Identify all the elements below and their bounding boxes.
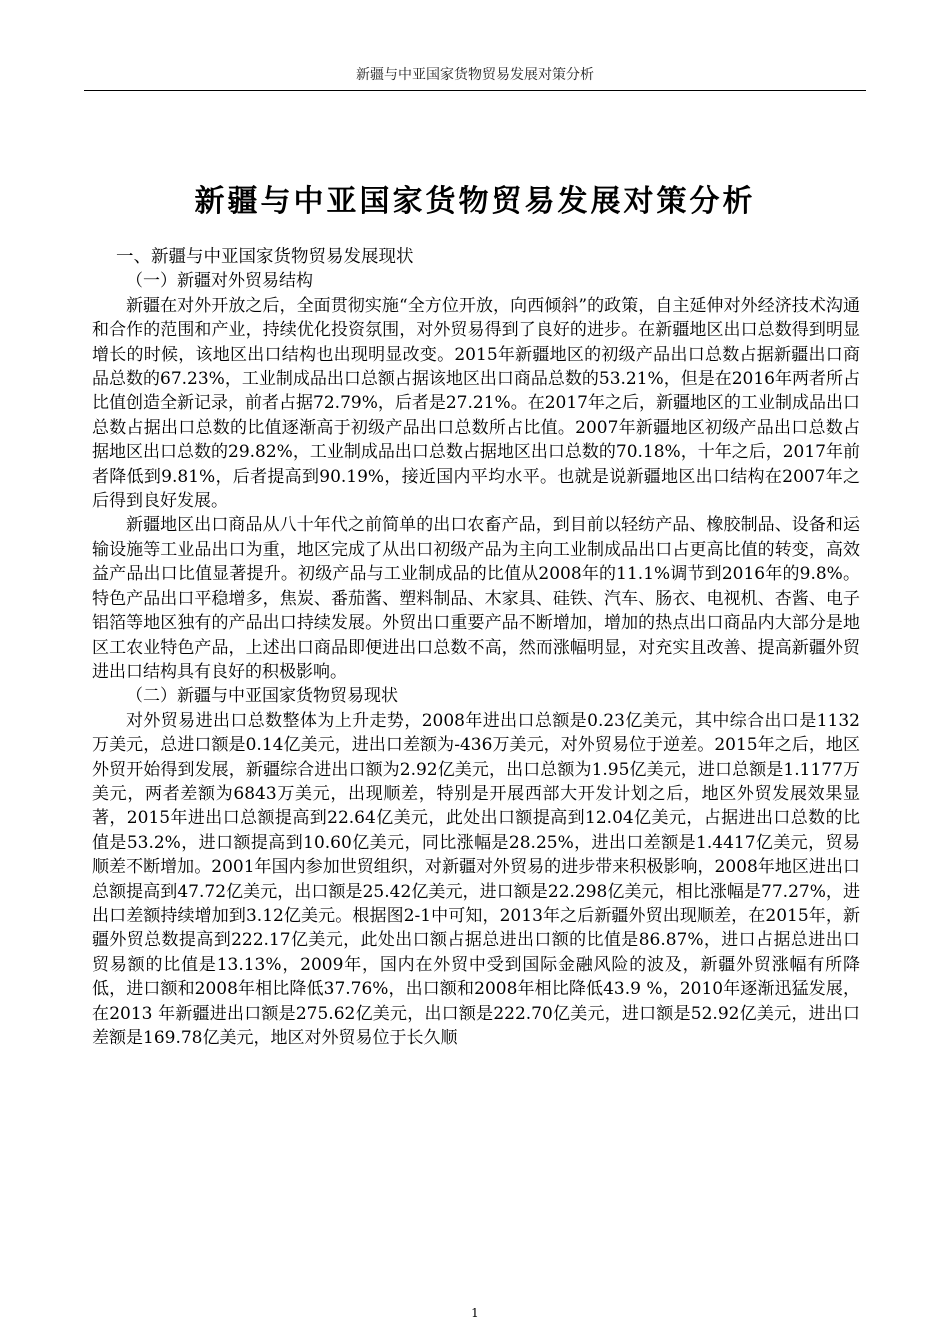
paragraph: 新疆地区出口商品从八十年代之前简单的出口农畜产品，到目前以轻纺产品、橡胶制品、设备和运输设施等工业品出口为重，地区完成了从出口初级产品为主向工业制成品出口占更高比值的转变，高效益产品出口比值显著提升。初级产品与工业制成品的比值从2008年的11.1%调节到2016年的9.8%。特色产品出口平稳增多，焦炭、番茄酱、塑料制品、木家具、硅铁、汽车、肠衣、电视机、杏酱、电子铝箔等地区独有的产品出口持续发展。外贸出口重要产品不断增加，增加的热点出口商品内大部分是地区工农业特色产品，上述出口商品即便进出口总数不高，然而涨幅明显，对充实且改善、提高新疆外贸进出口结构具有良好的积极影响。 <box>92 515 860 682</box>
section-heading-1: 一、新疆与中亚国家货物贸易发展现状 <box>116 247 414 267</box>
subsection-heading-2: （二）新疆与中亚国家货物贸易现状 <box>126 686 398 707</box>
subsection-heading-1: （一）新疆对外贸易结构 <box>126 271 313 292</box>
paragraph: 对外贸易进出口总数整体为上升走势，2008年进出口总额是0.23亿美元，其中综合出口是1132万美元，总进口额是0.14亿美元，进出口差额为-436万美元，对外贸易位于逆差。2015年之后，地区外贸开始得到发展，新疆综合进出口额为2.92亿美元，出口总额为1.95亿美元，进口总额是1.1177万美元，两者差额为6843万美元，出现顺差，特别是开展西部大开发计划之后，地区外贸发展效果显著，2015年进出口总额提高到22.64亿美元，此处出口额提高到12.04亿美元，占据进出口总数的比值是53.2%，进口额提高到10.60亿美元，同比涨幅是28.25%，进出口差额是1.4417亿美元，贸易顺差不断增加。2001年国内参加世贸组织，对新疆对外贸易的进步带来积极影响，2008年地区进出口总额提高到47.72亿美元，出口额是25.42亿美元，进口额是22.298亿美元，相比涨幅是77.27%，进出口差额持续增加到3.12亿美元。根据图2-1中可知，2013年之后新疆外贸出现顺差，在2015年，新疆外贸总数提高到222.17亿美元，此处出口额占据总进出口额的比值是86.87%，进口占据总进出口贸易额的比值是13.13%，2009年，国内在外贸中受到国际金融风险的波及，新疆外贸涨幅有所降低，进口额和2008年相比降低37.76%，出口额和2008年相比降低43.9 %，2010年逐渐迅猛发展，在2013 年新疆进出口额是275.62亿美元，出口额是222.70亿美元，进口额是52.92亿美元，进出口差额是169.78亿美元，地区对外贸易位于长久顺 <box>92 710 860 1048</box>
page-number: 1 <box>471 1306 479 1320</box>
document-title: 新疆与中亚国家货物贸易发展对策分析 <box>194 184 756 219</box>
running-header: 新疆与中亚国家货物贸易发展对策分析 <box>84 64 866 91</box>
document-body <box>92 245 860 1050</box>
paragraph: 新疆在对外开放之后，全面贯彻实施“全方位开放，向西倾斜”的政策，自主延伸对外经济技术沟通和合作的范围和产业，持续优化投资氛围，对外贸易得到了良好的进步。在新疆地区出口总数得到明显增长的时候，该地区出口结构也出现明显改变。2015年新疆地区的初级产品出口总数占据新疆出口商品总数的67.23%，工业制成品出口总额占据该地区出口商品总数的53.21%，但是在2016年两者所占比值创造全新记录，前者占据72.79%，后者是27.21%。在2017年之后，新疆地区的工业制成品出口总数占据出口总数的比值逐渐高于初级产品出口总数所占比值。2007年新疆地区初级产品出口总数占据地区出口总数的29.82%，工业制成品出口总数占据地区出口总数的70.18%，十年之后，2017年前者降低到9.81%，后者提高到90.19%，接近国内平均水平。也就是说新疆地区出口结构在2007年之后得到良好发展。 <box>92 295 860 512</box>
